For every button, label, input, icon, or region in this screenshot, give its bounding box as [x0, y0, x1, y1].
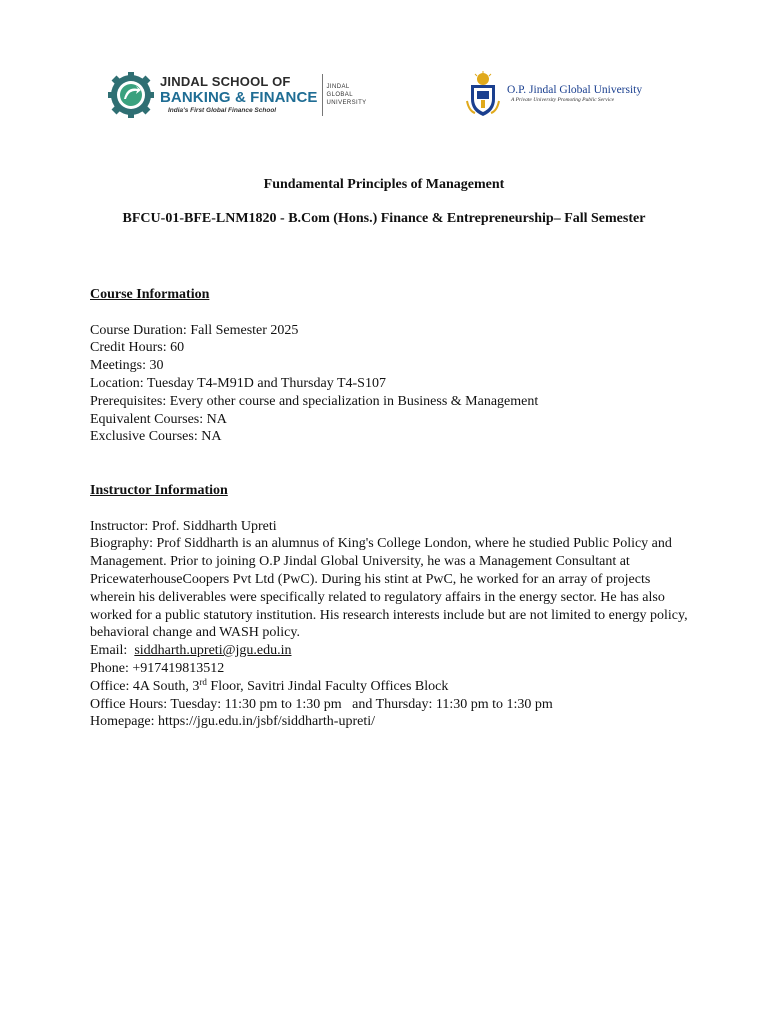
course-information-heading: Course Information	[90, 287, 210, 302]
office-suffix: Floor, Savitri Jindal Faculty Offices Block	[206, 678, 449, 694]
email-label: Email:	[90, 643, 135, 659]
jgu-name: O.P. Jindal Global University	[507, 84, 643, 96]
course-duration: Course Duration: Fall Semester 2025	[90, 322, 299, 338]
jgu-tagline: A Private University Promoting Public Service	[511, 97, 615, 103]
meetings: Meetings: 30	[90, 358, 164, 374]
location	[90, 375, 690, 393]
prerequisites: Prerequisites: Every other course and specialization in Business & Management	[90, 393, 539, 409]
email-link[interactable]: siddharth.upreti@jgu.edu.in	[134, 643, 292, 659]
jsbf-wordmark	[160, 75, 318, 115]
jgu-logo	[465, 70, 642, 118]
location-label: Location:	[90, 375, 144, 391]
logo-divider	[322, 74, 323, 116]
course-code-title: BFCU-01-BFE-LNM1820 - B.Com (Hons.) Finance & Entrepreneurship– Fall Semester	[122, 211, 646, 226]
jsbf-line2: BANKING & FINANCE	[160, 89, 318, 106]
jsbf-university-label	[327, 83, 367, 107]
instructor-office	[90, 678, 690, 696]
exclusive-courses: Exclusive Courses: NA	[90, 429, 222, 445]
jgu-wordmark	[507, 84, 642, 104]
equivalent-courses: Equivalent Courses: NA	[90, 411, 227, 427]
instructor-information-heading: Instructor Information	[90, 483, 228, 498]
instructor-phone: Phone: +917419813512	[90, 660, 225, 676]
credit-hours: Credit Hours: 60	[90, 340, 185, 356]
course-information-section	[90, 286, 690, 446]
univ-line-1: JINDAL	[326, 84, 350, 90]
location-value: Tuesday T4-M91D and Thursday T4-S107	[143, 375, 386, 391]
univ-line-3: UNIVERSITY	[326, 100, 367, 106]
jgu-crest-icon	[465, 71, 501, 117]
jsbf-gear-emblem-icon	[108, 72, 154, 118]
office-prefix: Office: 4A South, 3	[90, 678, 200, 694]
jsbf-logo	[108, 70, 367, 120]
univ-line-2: GLOBAL	[326, 92, 353, 98]
jsbf-tagline: India's First Global Finance School	[168, 107, 277, 114]
homepage: Homepage: https://jgu.edu.in/jsbf/siddharth-upreti/	[90, 714, 376, 730]
instructor-name: Instructor: Prof. Siddharth Upreti	[90, 518, 277, 534]
office-hours: Office Hours: Tuesday: 11:30 pm to 1:30 pm and Thursday: 11:30 pm to 1:30 pm	[90, 696, 553, 712]
course-title: Fundamental Principles of Management	[263, 177, 505, 192]
instructor-biography: Biography: Prof Siddharth is an alumnus of King's College London, where he studied Public Policy and Management. Prior to joining O.P Jindal Global University, he was a Management Consultant at PricewaterhouseCoopers Pvt Ltd (PwC). During his stint at PwC, he worked for an array of projects wherein his deliverables were specifically related to regulatory affairs in the energy sector. He has also worked for a public statutory institution. His research interests include but are not limited to energy policy, behavioral change and WASH policy.	[90, 536, 688, 641]
jsbf-line1: JINDAL SCHOOL OF	[160, 74, 291, 89]
office-floor-suffix: rd	[199, 676, 207, 687]
instructor-email	[90, 642, 690, 660]
instructor-information-section	[90, 482, 690, 731]
